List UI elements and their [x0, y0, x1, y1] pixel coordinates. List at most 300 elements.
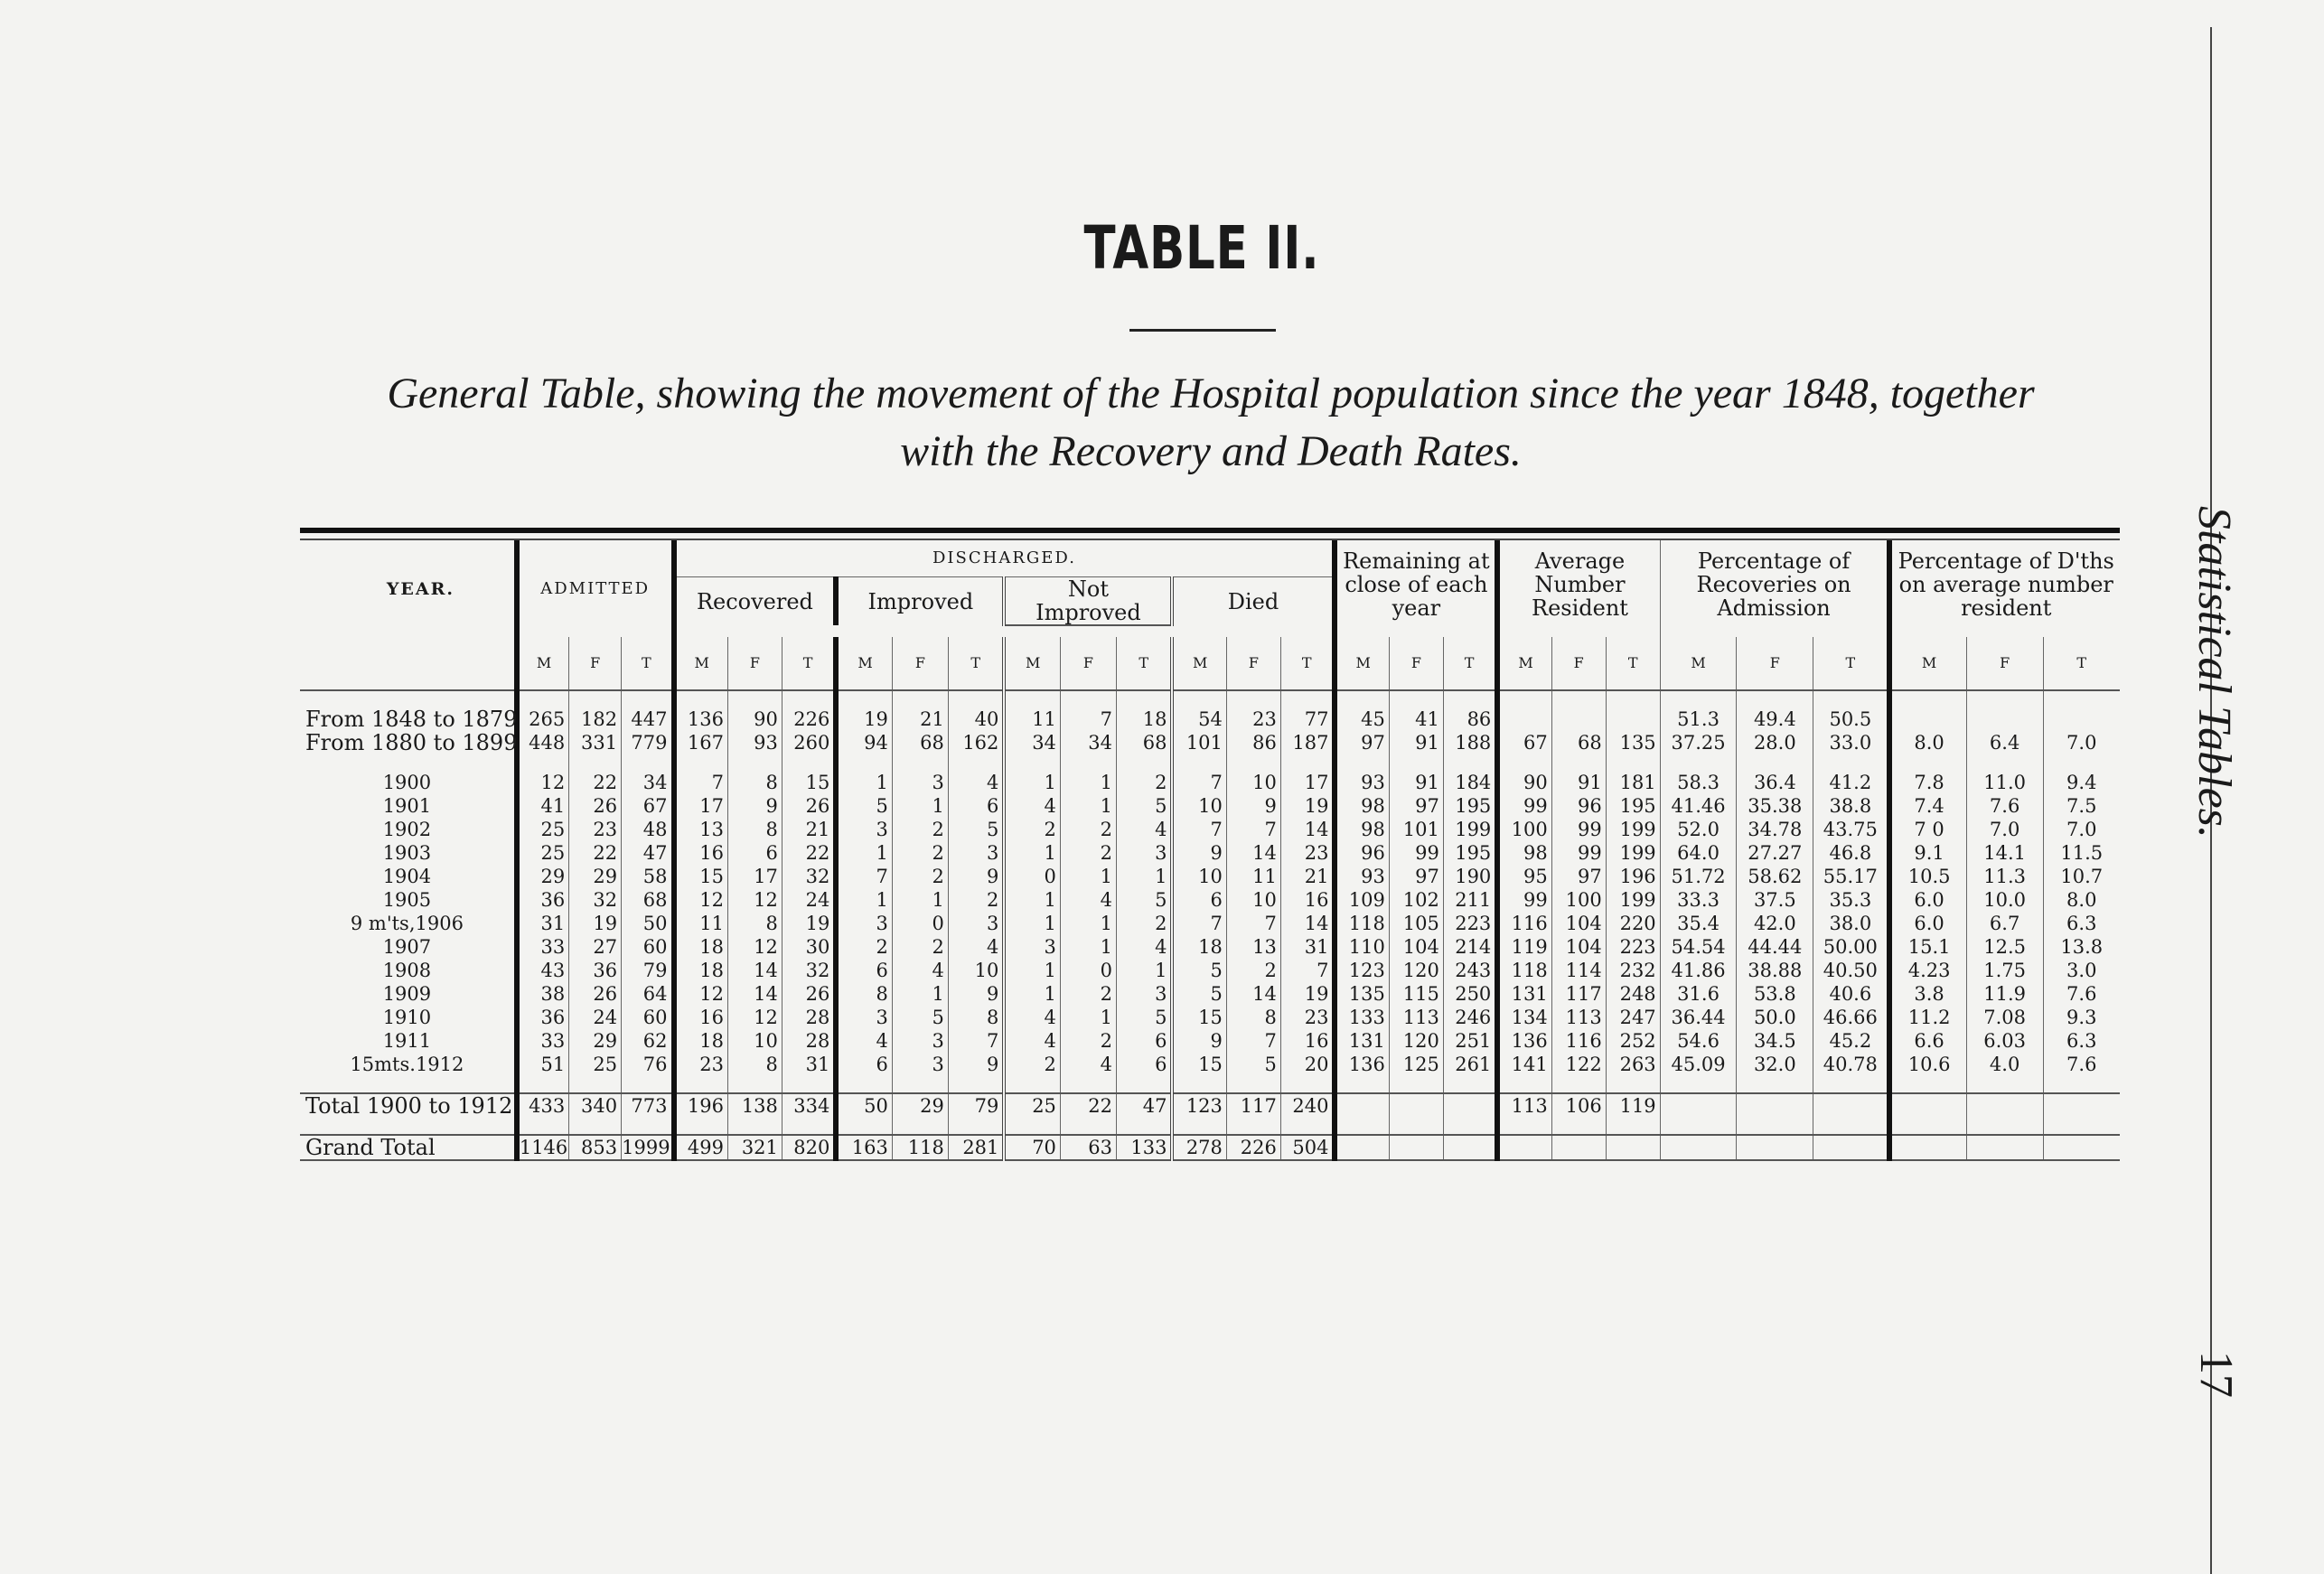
header-improved: Improved	[836, 577, 1004, 626]
table-cell: 133	[1335, 1006, 1389, 1029]
row-spacer	[300, 754, 2120, 771]
table-cell: 17	[674, 794, 728, 818]
table-cell: 99	[1497, 888, 1551, 912]
table-cell: 7.0	[2043, 731, 2120, 754]
table-cell: 10	[1172, 794, 1226, 818]
table-cell: 22	[569, 841, 622, 865]
table-cell: 10.5	[1889, 865, 1966, 888]
table-cell: 123	[1172, 1093, 1226, 1118]
table-cell: 50	[836, 1093, 892, 1118]
spacer-cell	[569, 754, 622, 771]
table-cell: 136	[1335, 1053, 1389, 1076]
table-cell: 28	[782, 1029, 836, 1053]
table-row-year	[300, 818, 2120, 841]
table-cell: 2	[892, 841, 948, 865]
table-cell: 18	[1172, 935, 1226, 959]
table-cell: 94	[836, 731, 892, 754]
table-cell: 773	[622, 1093, 674, 1118]
table-cell: 14	[1226, 841, 1280, 865]
table-cell: 58	[622, 865, 674, 888]
table-cell: 135	[1335, 982, 1389, 1006]
table-cell: 33	[517, 1029, 569, 1053]
header-year: YEAR.	[386, 578, 455, 599]
spacer-cell	[1660, 754, 1737, 771]
table-cell: 31	[517, 912, 569, 935]
table-row-year	[300, 959, 2120, 982]
table-cell	[1551, 1135, 1606, 1160]
table-cell: 47	[622, 841, 674, 865]
spacer-cell	[836, 1076, 892, 1093]
spacer-cell	[1966, 1118, 2043, 1135]
table-cell: 44.44	[1737, 935, 1813, 959]
table-cell: 15	[1172, 1053, 1226, 1076]
mft-t: T	[1443, 637, 1497, 690]
row-label: 1900	[382, 772, 432, 793]
table-cell: 226	[1226, 1135, 1280, 1160]
table-cell: 3	[836, 818, 892, 841]
table-cell: 41.86	[1660, 959, 1737, 982]
mft-t: T	[1280, 637, 1335, 690]
table-cell: 2	[892, 865, 948, 888]
table-cell: 1	[1060, 912, 1116, 935]
table-cell: 32	[569, 888, 622, 912]
spacer-cell	[1443, 754, 1497, 771]
spacer-cell	[1060, 1118, 1116, 1135]
table-cell: 102	[1389, 888, 1443, 912]
table-cell: 98	[1497, 841, 1551, 865]
header-recovered: Recovered	[674, 577, 837, 626]
mft-blank	[300, 637, 517, 690]
table-cell: 4	[1004, 794, 1060, 818]
table-cell: 261	[1443, 1053, 1497, 1076]
table-cell: 9.4	[2043, 771, 2120, 794]
table-cell: 8.0	[2043, 888, 2120, 912]
table-cell: 15	[1172, 1006, 1226, 1029]
table-cell: 334	[782, 1093, 836, 1118]
row-spacer	[300, 690, 2120, 707]
table-cell: 13	[1226, 935, 1280, 959]
table-cell: 6	[1116, 1053, 1172, 1076]
table-cell: 7.0	[1966, 818, 2043, 841]
table-cell: 9	[1226, 794, 1280, 818]
table-cell: 7	[1280, 959, 1335, 982]
spacer-cell	[517, 1118, 569, 1135]
table-cell: 101	[1172, 731, 1226, 754]
table-cell: 1	[1116, 959, 1172, 982]
table-cell: 2	[892, 935, 948, 959]
table-cell: 115	[1389, 982, 1443, 1006]
table-cell: 120	[1389, 1029, 1443, 1053]
row-label: 1902	[382, 819, 432, 840]
table-cell: 265	[517, 707, 569, 731]
mft-f: F	[1060, 637, 1116, 690]
table-cell: 281	[948, 1135, 1004, 1160]
mft-m: M	[836, 637, 892, 690]
table-cell: 36.4	[1737, 771, 1813, 794]
table-cell: 504	[1280, 1135, 1335, 1160]
table-row-year	[300, 1006, 2120, 1029]
table-cell: 26	[782, 794, 836, 818]
table-cell: 499	[674, 1135, 728, 1160]
spacer-cell	[1004, 690, 1060, 707]
table-cell: 6.3	[2043, 912, 2120, 935]
table-cell: 4.23	[1889, 959, 1966, 982]
table-cell: 1999	[622, 1135, 674, 1160]
table-cell: 135	[1606, 731, 1660, 754]
header-average: Average Number Resident	[1497, 540, 1660, 637]
spacer-cell	[1551, 754, 1606, 771]
table-cell: 10	[1172, 865, 1226, 888]
table-cell: 51.72	[1660, 865, 1737, 888]
table-cell: 134	[1497, 1006, 1551, 1029]
table-cell: 1	[1060, 1006, 1116, 1029]
table-cell	[1737, 1093, 1813, 1118]
table-cell: 8	[727, 818, 782, 841]
spacer-cell	[1443, 690, 1497, 707]
table-row-year	[300, 1029, 2120, 1053]
table-cell: 2	[1226, 959, 1280, 982]
table-cell: 1	[1060, 794, 1116, 818]
table-cell: 1	[1004, 888, 1060, 912]
table-cell: 18	[1116, 707, 1172, 731]
table-cell	[1335, 1093, 1389, 1118]
table-cell: 125	[1389, 1053, 1443, 1076]
table-cell: 3	[1116, 841, 1172, 865]
table-cell: 4	[1116, 818, 1172, 841]
mft-f: F	[1966, 637, 2043, 690]
table-cell: 16	[674, 841, 728, 865]
mft-m: M	[1889, 637, 1966, 690]
table-cell: 46.66	[1813, 1006, 1890, 1029]
spacer-cell	[1497, 754, 1551, 771]
table-cell: 77	[1280, 707, 1335, 731]
table-cell: 3	[892, 1029, 948, 1053]
table-cell: 3	[836, 1006, 892, 1029]
row-label: 1903	[382, 842, 432, 864]
table-cell: 97	[1551, 865, 1606, 888]
table-cell: 19	[1280, 982, 1335, 1006]
header-died: Died	[1172, 577, 1335, 626]
table-cell: 248	[1606, 982, 1660, 1006]
table-cell: 12	[674, 982, 728, 1006]
table-cell: 55.17	[1813, 865, 1890, 888]
table-cell: 64	[622, 982, 674, 1006]
table-cell: 6	[836, 1053, 892, 1076]
table-cell: 58.3	[1660, 771, 1737, 794]
spacer-cell	[2043, 1118, 2120, 1135]
table-cell: 5	[1172, 959, 1226, 982]
table-cell: 260	[782, 731, 836, 754]
table-cell: 278	[1172, 1135, 1226, 1160]
table-cell: 54	[1172, 707, 1226, 731]
table-cell: 3	[948, 912, 1004, 935]
table-cell: 252	[1606, 1029, 1660, 1053]
table-cell: 4	[1116, 935, 1172, 959]
table-cell: 35.38	[1737, 794, 1813, 818]
spacer-cell	[2043, 1076, 2120, 1093]
table-cell: 9	[727, 794, 782, 818]
table-cell: 4	[948, 771, 1004, 794]
header-remaining: Remaining at close of each year	[1335, 540, 1497, 637]
table-cell: 0	[1004, 865, 1060, 888]
table-cell	[1551, 707, 1606, 731]
table-cell: 37.25	[1660, 731, 1737, 754]
table-cell: 6	[1172, 888, 1226, 912]
spacer-cell	[622, 1076, 674, 1093]
table-cell: 9	[948, 982, 1004, 1006]
table-cell: 24	[569, 1006, 622, 1029]
table-cell: 8	[948, 1006, 1004, 1029]
spacer-cell	[622, 754, 674, 771]
table-cell	[1889, 707, 1966, 731]
table-cell: 181	[1606, 771, 1660, 794]
table-cell: 199	[1606, 888, 1660, 912]
spacer-cell	[1497, 1076, 1551, 1093]
table-cell: 182	[569, 707, 622, 731]
table-cell: 7.6	[2043, 982, 2120, 1006]
table-cell: 7	[1226, 912, 1280, 935]
spacer-cell	[1660, 690, 1737, 707]
table-cell: 779	[622, 731, 674, 754]
table-cell: 331	[569, 731, 622, 754]
table-cell	[1966, 1135, 2043, 1160]
table-cell: 1	[836, 841, 892, 865]
table-cell: 118	[1335, 912, 1389, 935]
table-cell: 1	[1116, 865, 1172, 888]
table-cell: 70	[1004, 1135, 1060, 1160]
table-cell: 184	[1443, 771, 1497, 794]
table-cell: 1	[1060, 865, 1116, 888]
spacer-cell	[1966, 690, 2043, 707]
table-cell	[1966, 1093, 2043, 1118]
header-pct-deaths: Percentage of D'ths on average number resident	[1889, 540, 2120, 637]
spacer-cell	[1660, 1118, 1737, 1135]
table-cell: 31.6	[1660, 982, 1737, 1006]
table-cell: 263	[1606, 1053, 1660, 1076]
mft-f: F	[892, 637, 948, 690]
table-cell: 10	[1226, 888, 1280, 912]
table-cell: 5	[948, 818, 1004, 841]
table-cell: 138	[727, 1093, 782, 1118]
table-cell: 163	[836, 1135, 892, 1160]
spacer-cell	[1889, 1118, 1966, 1135]
table-cell: 96	[1335, 841, 1389, 865]
table-cell: 25	[517, 841, 569, 865]
table-cell	[1660, 1135, 1737, 1160]
table-cell: 122	[1551, 1053, 1606, 1076]
spacer-cell	[1497, 1118, 1551, 1135]
table-cell: 32	[782, 959, 836, 982]
table-cell: 3.0	[2043, 959, 2120, 982]
table-cell: 42.0	[1737, 912, 1813, 935]
table-cell: 49.4	[1737, 707, 1813, 731]
table-cell: 7	[1172, 771, 1226, 794]
table-cell: 5	[892, 1006, 948, 1029]
subtitle-line-1: General Table, showing the movement of the Hospital population since the year 1848, together	[387, 370, 2035, 417]
table-cell: 93	[1335, 865, 1389, 888]
spacer-cell	[782, 1118, 836, 1135]
table-cell: 8	[1226, 1006, 1280, 1029]
table-cell: 251	[1443, 1029, 1497, 1053]
table-cell: 11.2	[1889, 1006, 1966, 1029]
spacer-cell	[1813, 1076, 1890, 1093]
spacer-cell	[1060, 1076, 1116, 1093]
spacer-cell	[727, 754, 782, 771]
spacer-cell	[1889, 1076, 1966, 1093]
table-cell: 31	[1280, 935, 1335, 959]
spacer-cell	[1737, 1118, 1813, 1135]
table-cell: 63	[1060, 1135, 1116, 1160]
table-cell: 17	[1280, 771, 1335, 794]
table-cell: 5	[1172, 982, 1226, 1006]
table-cell: 4	[836, 1029, 892, 1053]
table-cell: 50.0	[1737, 1006, 1813, 1029]
table-cell: 101	[1389, 818, 1443, 841]
table-cell: 141	[1497, 1053, 1551, 1076]
table-cell: 19	[1280, 794, 1335, 818]
table-cell: 35.4	[1660, 912, 1737, 935]
table-subtitle	[289, 365, 2132, 481]
table-cell: 8	[727, 912, 782, 935]
table-cell: 100	[1551, 888, 1606, 912]
row-spacer	[300, 1118, 2120, 1135]
table-cell: 114	[1551, 959, 1606, 982]
table-row-year	[300, 888, 2120, 912]
table-cell: 41.46	[1660, 794, 1737, 818]
table-cell: 28.0	[1737, 731, 1813, 754]
table-cell: 34	[1004, 731, 1060, 754]
spacer-cell	[727, 1118, 782, 1135]
table-cell	[1813, 1135, 1890, 1160]
table-cell: 29	[569, 1029, 622, 1053]
table-cell: 50	[622, 912, 674, 935]
row-label: 1905	[382, 889, 432, 911]
table-cell: 11.3	[1966, 865, 2043, 888]
spacer-cell	[1226, 690, 1280, 707]
table-cell: 27	[569, 935, 622, 959]
table-cell	[2043, 707, 2120, 731]
mft-f: F	[1389, 637, 1443, 690]
table-cell: 54.54	[1660, 935, 1737, 959]
table-cell: 25	[1004, 1093, 1060, 1118]
table-cell: 32.0	[1737, 1053, 1813, 1076]
header-discharged: DISCHARGED.	[674, 540, 1335, 577]
table-cell: 38.0	[1813, 912, 1890, 935]
table-cell: 4	[1060, 888, 1116, 912]
table-cell: 10	[727, 1029, 782, 1053]
spacer-cell	[892, 754, 948, 771]
table-cell: 223	[1443, 912, 1497, 935]
table-cell: 6.3	[2043, 1029, 2120, 1053]
header-not-improved: Not Improved	[1004, 577, 1172, 626]
table-cell: 14	[1280, 818, 1335, 841]
table-cell: 62	[622, 1029, 674, 1053]
table-cell: 36	[517, 1006, 569, 1029]
table-cell: 14	[727, 959, 782, 982]
table-cell: 5	[1116, 794, 1172, 818]
spacer-cell	[2043, 754, 2120, 771]
table-cell: 195	[1606, 794, 1660, 818]
table-cell: 7.4	[1889, 794, 1966, 818]
table-cell: 91	[1551, 771, 1606, 794]
spacer-cell	[517, 1076, 569, 1093]
table-cell: 19	[782, 912, 836, 935]
table-cell	[1889, 1093, 1966, 1118]
table-cell: 1	[892, 794, 948, 818]
table-cell: 13.8	[2043, 935, 2120, 959]
statistics-table	[300, 528, 2120, 1161]
table-cell: 29	[569, 865, 622, 888]
table-cell: 47	[1116, 1093, 1172, 1118]
table-cell: 195	[1443, 794, 1497, 818]
table-cell	[1497, 1135, 1551, 1160]
title-underline	[1129, 329, 1276, 332]
table-cell: 340	[569, 1093, 622, 1118]
table-cell: 11.5	[2043, 841, 2120, 865]
table-cell: 100	[1497, 818, 1551, 841]
spacer-cell	[782, 1076, 836, 1093]
table-cell: 7.5	[2043, 794, 2120, 818]
table-cell: 3	[948, 841, 1004, 865]
table-cell: 21	[782, 818, 836, 841]
table-cell: 11.0	[1966, 771, 2043, 794]
spacer-cell	[1606, 1076, 1660, 1093]
table-cell: 247	[1606, 1006, 1660, 1029]
table-cell: 15	[674, 865, 728, 888]
mft-m: M	[517, 637, 569, 690]
table-top-rule	[300, 528, 2120, 533]
table-cell: 117	[1226, 1093, 1280, 1118]
table-cell: 12	[727, 935, 782, 959]
table-cell: 199	[1606, 841, 1660, 865]
mft-t: T	[948, 637, 1004, 690]
table-cell: 91	[1389, 771, 1443, 794]
table-cell: 3	[836, 912, 892, 935]
table-cell: 10.7	[2043, 865, 2120, 888]
table-cell: 223	[1606, 935, 1660, 959]
spacer-cell	[1004, 754, 1060, 771]
table-cell: 2	[1116, 771, 1172, 794]
mft-t: T	[1813, 637, 1890, 690]
table-cell: 10.0	[1966, 888, 2043, 912]
spacer-cell	[1606, 1118, 1660, 1135]
table-cell: 18	[674, 959, 728, 982]
spacer-cell	[1060, 754, 1116, 771]
table-cell: 19	[569, 912, 622, 935]
row-label: 1911	[382, 1030, 432, 1052]
table-cell: 196	[1606, 865, 1660, 888]
table-cell: 4.0	[1966, 1053, 2043, 1076]
table-cell: 104	[1389, 935, 1443, 959]
table-cell: 8	[836, 982, 892, 1006]
table-cell: 199	[1606, 818, 1660, 841]
table-cell: 167	[674, 731, 728, 754]
table-cell: 4	[1004, 1006, 1060, 1029]
spacer-cell	[1280, 1076, 1335, 1093]
table-cell	[1389, 1093, 1443, 1118]
table-cell: 1	[836, 771, 892, 794]
table-cell: 51.3	[1660, 707, 1737, 731]
table-cell: 2	[1060, 1029, 1116, 1053]
table-cell: 95	[1497, 865, 1551, 888]
spacer-cell	[300, 1118, 517, 1135]
spacer-cell	[1335, 1076, 1389, 1093]
table-cell: 3	[1116, 982, 1172, 1006]
table-cell: 123	[1335, 959, 1389, 982]
table-cell: 45.2	[1813, 1029, 1890, 1053]
table-cell: 448	[517, 731, 569, 754]
table-cell: 220	[1606, 912, 1660, 935]
